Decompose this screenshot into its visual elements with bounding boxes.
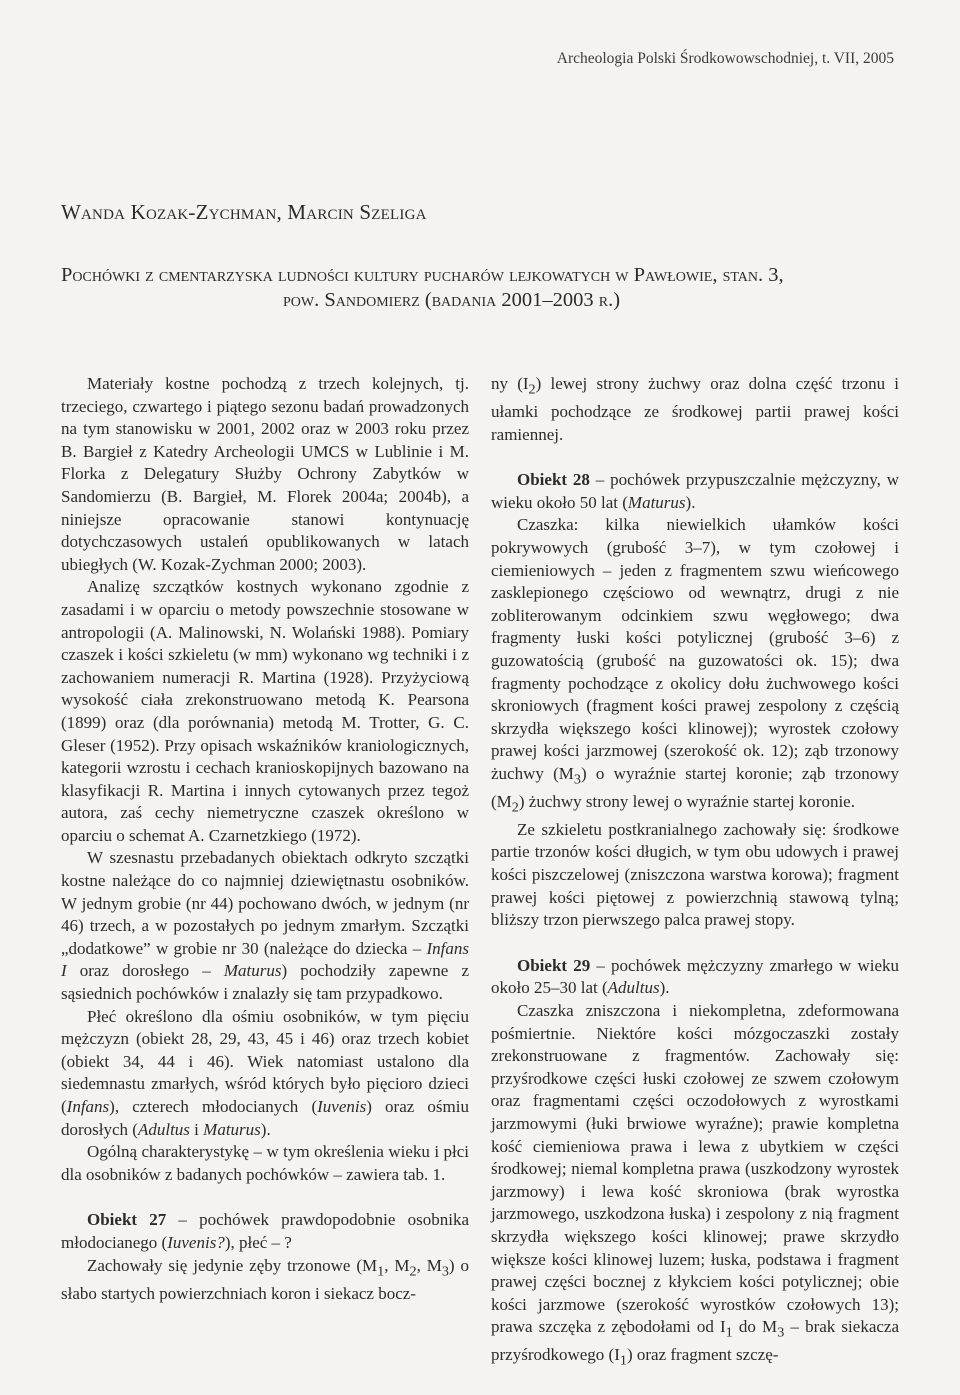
left-column bbox=[61, 373, 469, 1305]
paragraph: Czaszka zniszczona i niekompletna, zdeformowana pośmiertnie. Niektóre kości mózgoczaszki zostały zrekonstruowane z fragmentów. Zachowały się: przyśrodkowe części łuski czołowej ze szwem czołowym oraz fragmentami części oczodołowych z wyrostkami jarzmowymi (łuki brwiowe wyraźne); prawie kompletna kość ciemieniowa prawa i lewa z ubytkiem w części środkowej; niemal kompletna prawa (uszkodzony wyrostek jarzmowy) i lewa kość skroniowa (brak wyrostka jarzmowego, uszkodzona łuska) i zespolony z nią fragment skrzydła większego kości klinowej; prawe skrzydło większe kości klinowej luzem; łuska, podstawa i fragment prawej części bocznej z kłykciem kości potylicznej; obie kości jarzmowe (szerokość wyrostków czołowych 13); prawa szczęka z zębodołami od $I_1$ do $M_3$ – brak siekacza przyśrodkowego $(I_1)$ oraz fragment szczę- bbox=[491, 1001, 900, 1369]
object-27-heading: Obiekt 27 – pochówek prawdopodobnie osobnika młodocianego (Iuvenis?), płeć – ? bbox=[61, 1210, 469, 1252]
paragraph: Czaszka: kilka niewielkich ułamków kości pokrywowych (grubość 3–7), w tym czołowej i ciemieniowych – jeden z fragmentem szwu wieńcowego zasklepionego częściowo od wewnątrz, drugi z nie zobliterowanym odcinkiem szwu węgłowego; dwa fragmenty łuski kości potylicznej (grubość 3–6) z guzowatością (grubość na guzowatości ok. 15); dwa fragmenty pochodzące z okolicy dołu żuchwowego kości skroniowych (fragment kości prawej zespolony z częścią skrzydła większego kości klinowej); wyrostek czołowy prawej kości jarzmowej (szerokość ok. 12); ząb trzonowy żuchwy $(M_3)$ o wyraźnie startej koronie; ząb trzonowy $(M_2)$ żuchwy strony lewej o wyraźnie startej koronie. bbox=[491, 515, 899, 816]
right-column bbox=[491, 373, 899, 1372]
authors: Wanda Kozak-Zychman, Marcin Szeliga bbox=[61, 200, 427, 224]
paragraph: W szesnastu przebadanych obiektach odkryto szczątki kostne należące do co najmniej dziewiętnastu osobników. W jednym grobie (nr 44) pochowano dwóch, w jednym (nr 46) trzech, a w pozostałych po jednym zmarłym. Szczątki „dodatkowe” w grobie nr 30 (należące do dziecka – Infans I oraz dorosłego – Maturus) pochodziły zapewne z sąsiednich pochówków i znalazły się tam przypadkowo. bbox=[61, 848, 469, 1004]
paragraph: Ze szkieletu postkranialnego zachowały się: środkowe partie trzonów kości długich, w tym obu udowych i prawej kości piszczelowej (zniszczona warstwa korowa); fragment prawej kości piętowej z powierzchnią stawową tylną; bliższy trzon pierwszego palca prawej stopy. bbox=[491, 819, 899, 930]
paragraph: Ogólną charakterystykę – w tym określenia wieku i płci dla osobników z badanych pochówków – zawiera tab. 1. bbox=[61, 1142, 469, 1184]
running-header: Archeologia Polski Środkowowschodniej, t. VII, 2005 bbox=[556, 50, 894, 67]
object-29-heading: Obiekt 29 – pochówek mężczyzny zmarłego w wieku około 25–30 lat (Adultus). bbox=[491, 955, 899, 998]
article-title bbox=[61, 263, 899, 313]
title-line-2: pow. Sandomierz (badania 2001–2003 r.) bbox=[283, 289, 621, 311]
paragraph: Materiały kostne pochodzą z trzech kolejnych, tj. trzeciego, czwartego i piątego sezonu badań prowadzonych na tym stanowisku w 2001, 2002 oraz w 2003 roku przez B. Bargieł z Katedry Archeologii UMCS w Lublinie i M. Florka z Delegatury Służby Ochrony Zabytków w Sandomierzu (B. Bargieł, M. Florek 2004a; 2004b), a niniejsze opracowanie stanowi kontynuację dotychczasowych ustaleń opublikowanych w latach ubiegłych (W. Kozak-Zychman 2000; 2003). bbox=[61, 374, 469, 574]
paragraph: Zachowały się jedynie zęby trzonowe ($M_1$, $M_2$, $M_3$) o słabo startych powierzchniach koron i siekacz bocz- bbox=[61, 1255, 469, 1303]
paragraph: Analizę szczątków kostnych wykonano zgodnie z zasadami i w oparciu o metody powszechnie stosowane w antropologii (A. Malinowski, N. Wolański 1988). Pomiary czaszek i kości szkieletu (w mm) wykonano wg techniki i z zachowaniem numeracji R. Martina (1928). Przyżyciową wysokość ciała zrekonstruowano metodą K. Pearsona (1899) oraz (dla porównania) metodą M. Trotter, G. C. Gleser (1952). Przy opisach wskaźników kraniologicznych, kategorii wzrostu i cechach kranioskopijnych bazowano na klasyfikacji R. Martina i innych cytowanych przez tegoż autora, zaś cechy niemetryczne czaszek określono w oparciu o schemat A. Czarnetzkiego (1972). bbox=[61, 577, 469, 845]
object-28-heading: Obiekt 28 – pochówek przypuszczalnie mężczyzny, w wieku około 50 lat (Maturus). bbox=[491, 470, 899, 512]
title-line-1: Pochówki z cmentarzyska ludności kultury pucharów lejkowatych w Pawłowie, stan. 3, bbox=[61, 264, 784, 286]
paragraph: ny $(I_2)$ lewej strony żuchwy oraz dolna część trzonu i ułamki pochodzące ze środkowej partii prawej kości ramiennej. bbox=[491, 374, 899, 444]
paragraph: Płeć określono dla ośmiu osobników, w tym pięciu mężczyzn (obiekt 28, 29, 43, 45 i 46) oraz trzech kobiet (obiekt 34, 44 i 46). Wiek natomiast ustalono dla siedemnastu zmarłych, wśród których było pięcioro dzieci (Infans), czterech młodocianych (Iuvenis) oraz ośmiu dorosłych (Adultus i Maturus). bbox=[61, 1006, 469, 1139]
